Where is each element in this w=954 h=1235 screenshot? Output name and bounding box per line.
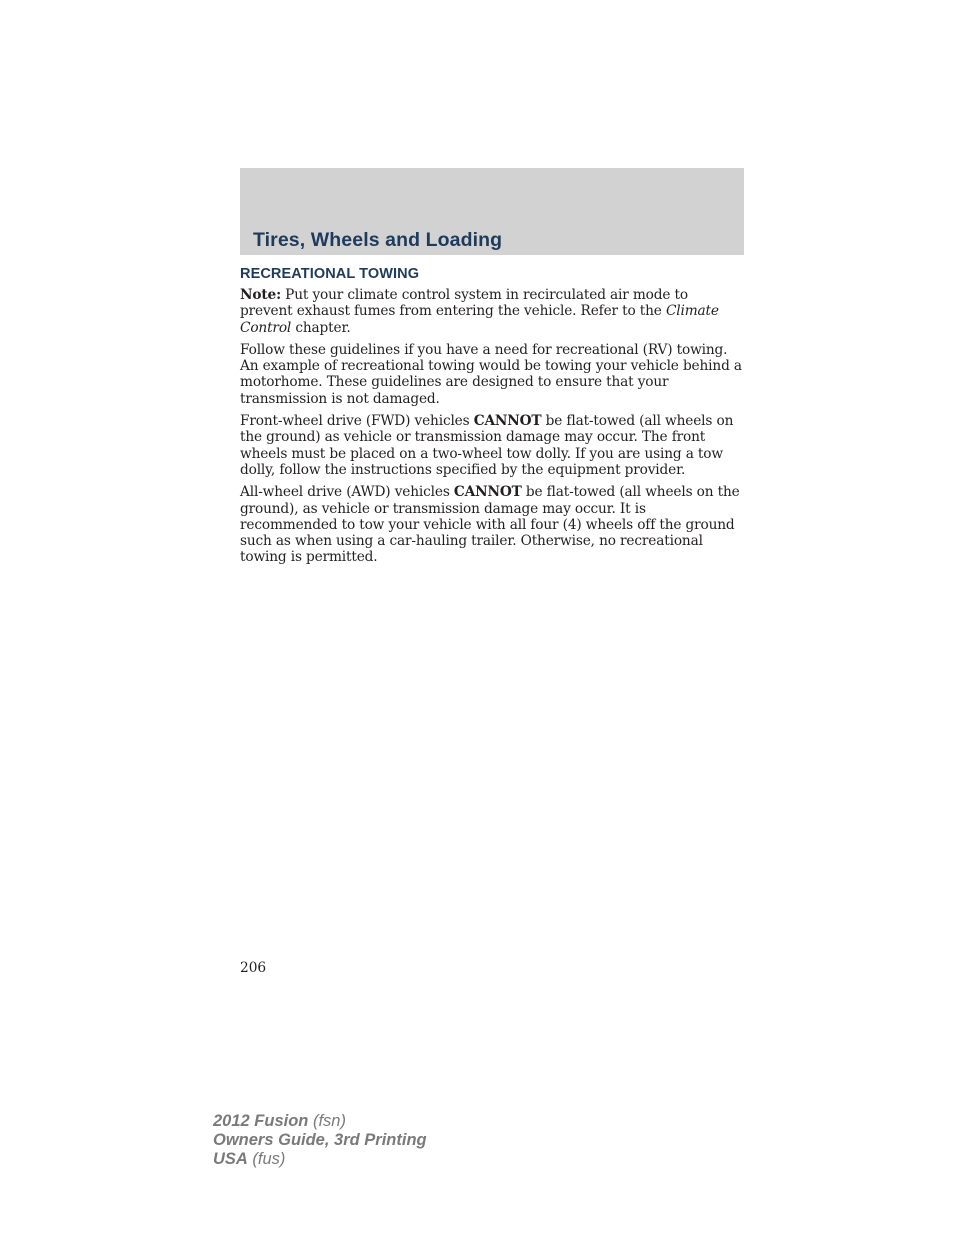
fwd-warning-word: CANNOT [473, 413, 542, 430]
document-footer [213, 1112, 427, 1169]
fwd-text-b: be flat-towed (all wheels on the ground) as vehicle or transmission damage may occur. The front wheels must be placed on a two-wheel tow dolly. If you are using a tow dolly, follow the instructions specified by the equipment provider. [240, 413, 734, 478]
note-text-a: Put your climate control system in recirculated air mode to prevent exhaust fumes from entering the vehicle. Refer to the [240, 287, 688, 320]
awd-text-b: be flat-towed (all wheels on the ground), as vehicle or transmission damage may occur. It is recommended to tow your vehicle with all four (4) wheels off the ground such as when using a car-hauling trailer. Otherwise, no recreational towing is permitted. [240, 484, 740, 566]
chapter-title: Tires, Wheels and Loading [253, 229, 503, 251]
note-label: Note: [240, 287, 281, 303]
fwd-text-a: Front-wheel drive (FWD) vehicles [240, 413, 474, 430]
footer-line-model: 2012 Fusion (fsn) [213, 1112, 346, 1130]
page-number: 206 [240, 960, 267, 976]
awd-paragraph [240, 484, 744, 565]
note-paragraph [240, 287, 744, 336]
chapter-header-band [240, 168, 744, 255]
note-text-b: chapter. [291, 319, 351, 336]
fwd-paragraph [240, 413, 744, 478]
awd-text-a: All-wheel drive (AWD) vehicles [240, 484, 454, 501]
footer-line-guide: Owners Guide, 3rd Printing [213, 1131, 427, 1149]
awd-warning-word: CANNOT [453, 484, 522, 501]
chapter-reference: Climate Control [240, 303, 719, 336]
page-content [240, 266, 744, 572]
section-heading: RECREATIONAL TOWING [240, 266, 420, 282]
footer-line-market: USA (fus) [213, 1150, 286, 1168]
guidelines-paragraph: Follow these guidelines if you have a need for recreational (RV) towing. An example of recreational towing would be towing your vehicle behind a motorhome. These guidelines are designed to ensure that your transmission is not damaged. [240, 341, 742, 407]
